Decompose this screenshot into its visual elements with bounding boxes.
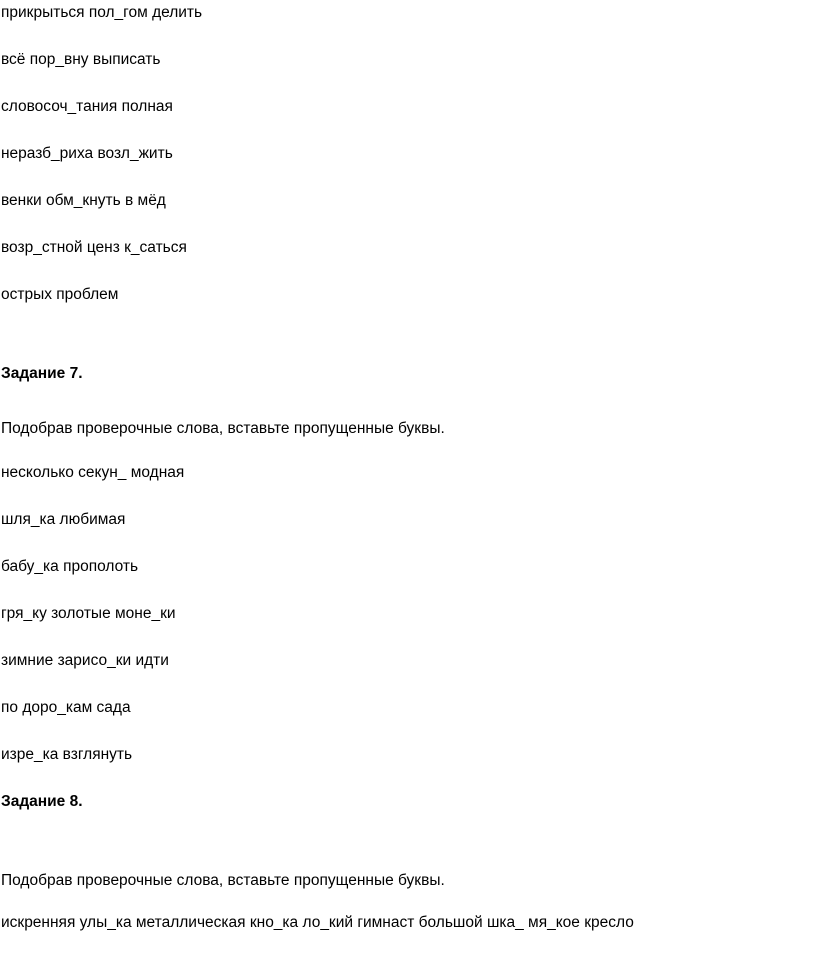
task-8-heading: Задание 8. (1, 793, 83, 810)
task-8-instruction: Подобрав проверочные слова, вставьте пропущенные буквы. (1, 872, 445, 889)
exercise-line: несколько секун_ модная (1, 464, 185, 481)
exercise-line: по доро_кам сада (1, 699, 131, 716)
exercise-line: неразб_риха возл_жить (1, 145, 173, 162)
task-7-instruction: Подобрав проверочные слова, вставьте пропущенные буквы. (1, 420, 445, 437)
task-7-heading: Задание 7. (1, 365, 83, 382)
exercise-line: венки обм_кнуть в мёд (1, 192, 166, 209)
exercise-line: искренняя улы_ка металлическая кно_ка ло_кий гимнаст большой шка_ мя_кое кресло (1, 914, 634, 931)
exercise-line: зимние зарисо_ки идти (1, 652, 169, 669)
exercise-line: гря_ку золотые моне_ки (1, 605, 176, 622)
exercise-line: словосоч_тания полная (1, 98, 173, 115)
exercise-line: шля_ка любимая (1, 511, 126, 528)
exercise-line: прикрыться пол_гом делить (1, 4, 203, 21)
exercise-line: бабу_ка прополоть (1, 558, 139, 575)
exercise-line: всё пор_вну выписать (1, 51, 161, 68)
exercise-line: острых проблем (1, 286, 119, 303)
exercise-line: изре_ка взглянуть (1, 746, 133, 763)
exercise-line: возр_стной ценз к_саться (1, 239, 187, 256)
